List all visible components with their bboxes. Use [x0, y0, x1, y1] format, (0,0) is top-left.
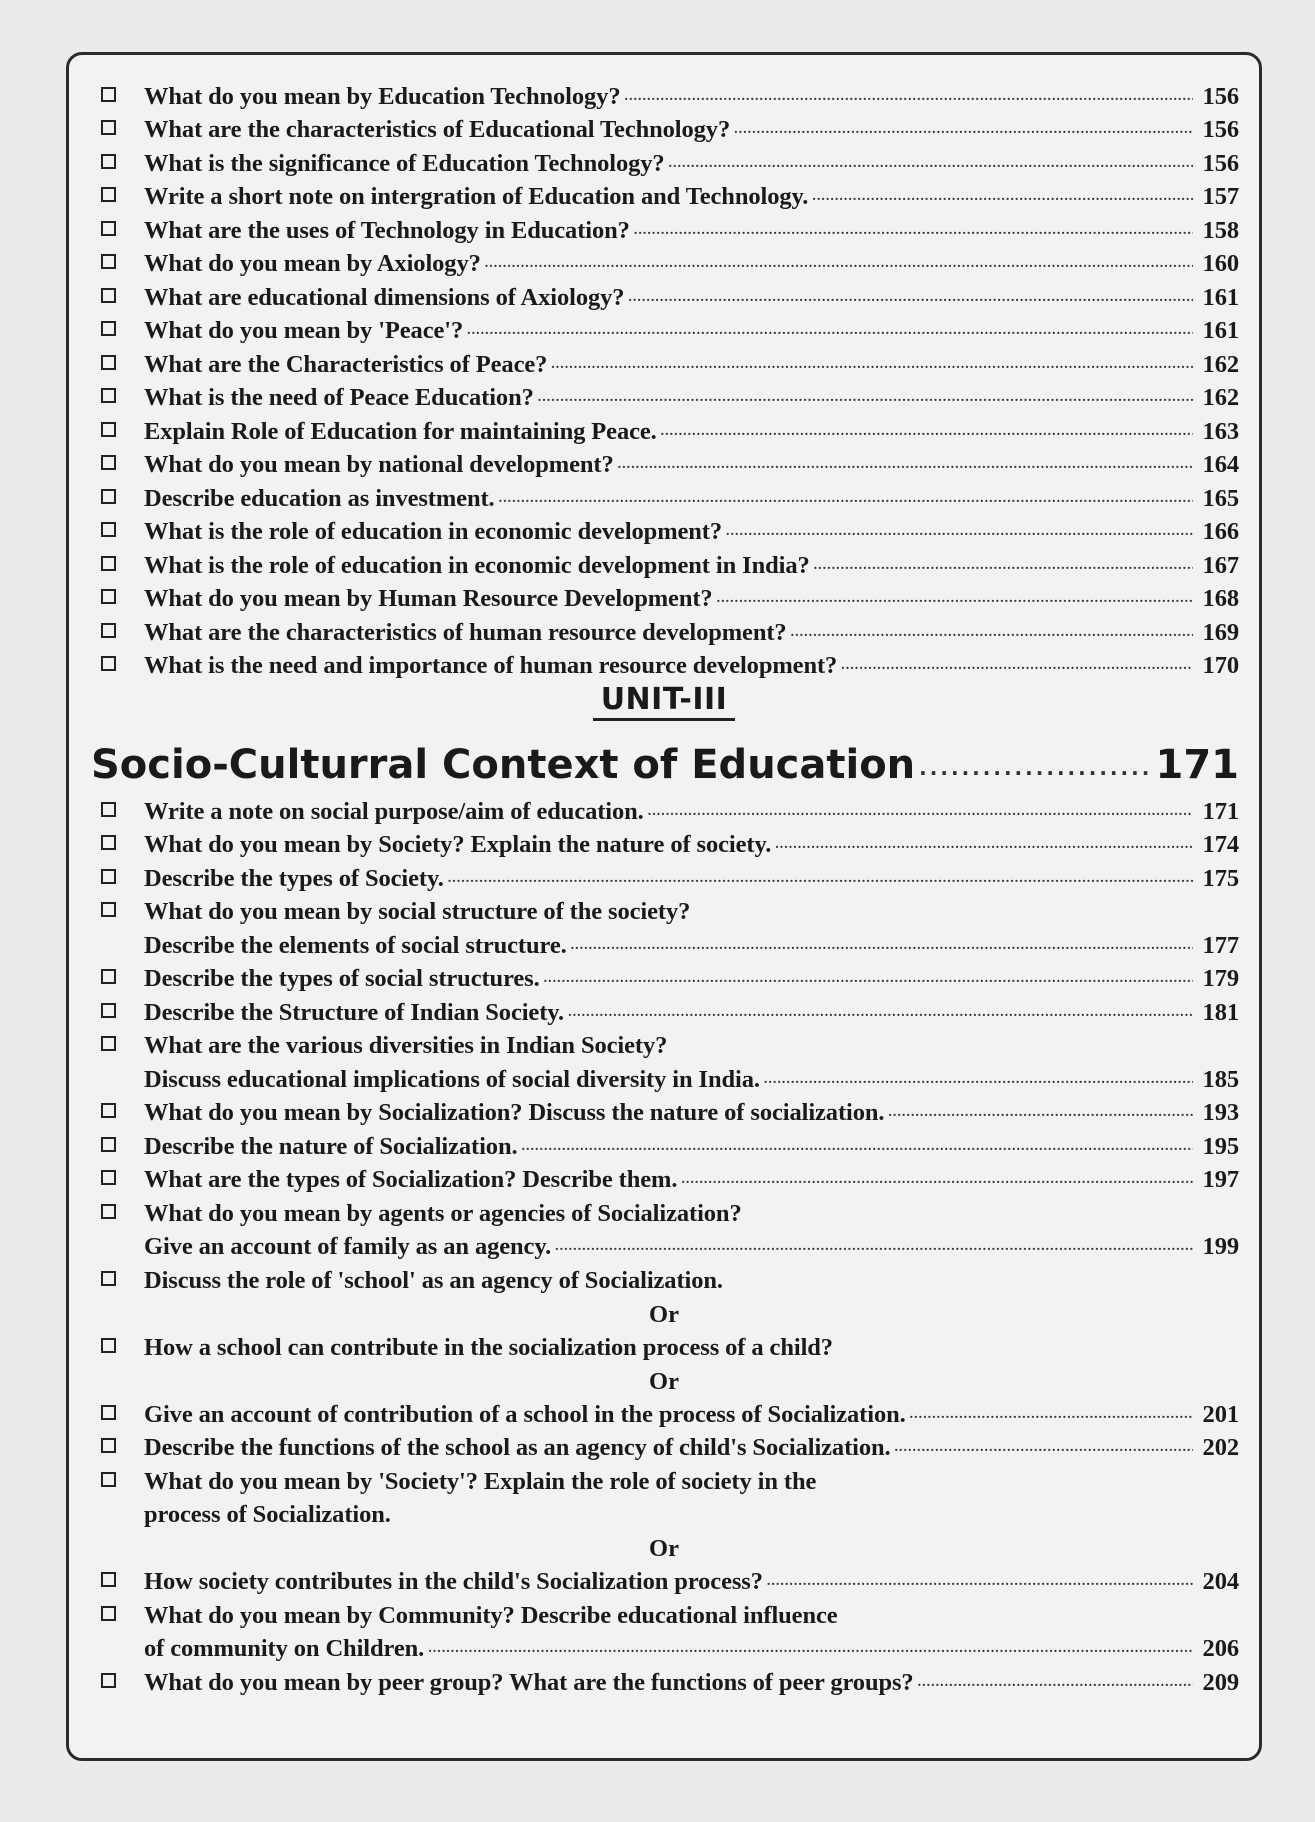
contents-row: [89, 1261, 1239, 1295]
bullet-spacer: [101, 1237, 116, 1252]
checkbox-bullet-icon: [101, 623, 116, 638]
contents-row: [89, 1429, 1239, 1463]
page-number: 174: [1202, 831, 1239, 858]
page-number: 156: [1202, 82, 1239, 110]
leader-dots: [634, 223, 1193, 239]
contents-row: [89, 859, 1239, 893]
contents-row: [89, 1462, 1239, 1496]
checkbox-bullet-icon: [101, 221, 116, 236]
contents-entry: [89, 1261, 1239, 1295]
bullet-spacer: [101, 1639, 116, 1654]
entry-text: What do you mean by social structure of the society?: [144, 898, 691, 925]
contents-row: [89, 580, 1239, 614]
checkbox-bullet-icon: [101, 321, 116, 336]
leader-dots: [812, 189, 1193, 205]
leader-dots: [628, 290, 1193, 306]
entry-text: How society contributes in the child's Socialization process?: [144, 1568, 763, 1595]
leader-dots: [669, 156, 1193, 172]
entry-text: Describe the functions of the school as an agency of child's Socialization.: [144, 1434, 891, 1461]
contents-row: [89, 144, 1239, 178]
leader-dots: [726, 524, 1193, 540]
entry-text: What do you mean by Community? Describe educational influence: [144, 1601, 838, 1629]
contents-row: [89, 446, 1239, 480]
contents-row: [89, 613, 1239, 647]
contents-row: [89, 1663, 1239, 1697]
leader-dots: [814, 558, 1193, 574]
entry-text: of community on Children.: [144, 1635, 425, 1662]
checkbox-bullet-icon: [101, 556, 116, 571]
contents-entry: [89, 893, 1239, 960]
contents-row: [89, 345, 1239, 379]
leader-dots: [499, 491, 1193, 507]
leader-dots: [551, 357, 1193, 373]
checkbox-bullet-icon: [101, 835, 116, 850]
contents-row: [89, 111, 1239, 145]
leader-dots: [618, 457, 1193, 473]
leader-dots: [791, 625, 1193, 641]
entry-text: What are the uses of Technology in Education?: [144, 216, 630, 244]
contents-row: [89, 893, 1239, 927]
contents-entry: [89, 1429, 1239, 1463]
checkbox-bullet-icon: [101, 1606, 116, 1621]
page-number: 156: [1202, 149, 1239, 177]
page-number: 201: [1202, 1400, 1239, 1428]
entry-text: Describe the Structure of Indian Society.: [144, 998, 565, 1026]
leader-dots: [734, 122, 1193, 138]
contents-row: [89, 1228, 1239, 1262]
page-number: 165: [1202, 484, 1239, 512]
entry-text: What is the need of Peace Education?: [144, 384, 534, 411]
page-number: 197: [1202, 1166, 1239, 1193]
contents-entry: [89, 446, 1239, 480]
page-number: 166: [1202, 518, 1239, 545]
contents-row: [89, 1161, 1239, 1195]
checkbox-bullet-icon: [101, 455, 116, 470]
entry-text: What is the need and importance of human resource development?: [144, 652, 838, 679]
unit-label: UNIT-III: [593, 682, 736, 721]
leader-dots: [919, 756, 1153, 780]
contents-entry: [89, 1462, 1239, 1529]
entry-text: Describe the elements of social structure.: [144, 931, 567, 959]
page-number: 156: [1202, 116, 1239, 143]
entry-text: What do you mean by Education Technology?: [144, 82, 621, 110]
bullet-spacer: [101, 1070, 116, 1085]
contents-entry: [89, 345, 1239, 379]
contents-entry: [89, 77, 1239, 111]
entry-text: Explain Role of Education for maintaining Peace.: [144, 417, 657, 445]
checkbox-bullet-icon: [101, 589, 116, 604]
leader-dots: [648, 804, 1193, 820]
contents-row: [89, 1094, 1239, 1128]
page-number: 169: [1202, 618, 1239, 646]
contents-entry: [89, 312, 1239, 346]
contents-row: [89, 960, 1239, 994]
contents-list-part-2: [89, 792, 1239, 1697]
page-number: 168: [1202, 585, 1239, 612]
page-number: 164: [1202, 451, 1239, 478]
leader-dots: [717, 591, 1193, 607]
entry-text: What is the role of education in economic development?: [144, 518, 723, 545]
or-separator: Or: [649, 1535, 679, 1562]
bullet-spacer: [101, 1505, 116, 1520]
contents-entry: [89, 1127, 1239, 1161]
contents-row: [89, 993, 1239, 1027]
contents-row: [89, 546, 1239, 580]
contents-row: [89, 1596, 1239, 1630]
page-number: 163: [1202, 417, 1239, 445]
contents-entry: [89, 144, 1239, 178]
checkbox-bullet-icon: [101, 802, 116, 817]
checkbox-bullet-icon: [101, 1673, 116, 1688]
page-number: 202: [1202, 1434, 1239, 1461]
bullet-spacer: [101, 936, 116, 951]
contents-row: [89, 178, 1239, 212]
leader-dots: [681, 1172, 1193, 1188]
contents-row: [89, 926, 1239, 960]
checkbox-bullet-icon: [101, 187, 116, 202]
page-number: 160: [1202, 250, 1239, 277]
entry-text: What are the types of Socialization? Describe them.: [144, 1166, 678, 1193]
contents-row: [89, 1060, 1239, 1094]
contents-row: [89, 792, 1239, 826]
checkbox-bullet-icon: [101, 254, 116, 269]
leader-dots: [555, 1239, 1193, 1255]
checkbox-bullet-icon: [101, 1438, 116, 1453]
page-number: 177: [1202, 931, 1239, 959]
checkbox-bullet-icon: [101, 1405, 116, 1420]
entry-text: process of Socialization.: [144, 1501, 391, 1528]
entry-text: Write a short note on intergration of Education and Technology.: [144, 183, 809, 210]
checkbox-bullet-icon: [101, 1137, 116, 1152]
contents-row: [89, 826, 1239, 860]
leader-dots: [661, 424, 1193, 440]
checkbox-bullet-icon: [101, 422, 116, 437]
leader-dots: [841, 658, 1193, 674]
entry-text: What do you mean by agents or agencies of Socialization?: [144, 1199, 742, 1227]
leader-dots: [522, 1139, 1193, 1155]
contents-row: [89, 412, 1239, 446]
entry-text: Give an account of family as an agency.: [144, 1233, 552, 1260]
checkbox-bullet-icon: [101, 1103, 116, 1118]
page-number: 167: [1202, 551, 1239, 579]
contents-entry: [89, 245, 1239, 279]
entry-text: What are the characteristics of Educational Technology?: [144, 116, 731, 143]
contents-entry: [89, 580, 1239, 614]
leader-dots: [888, 1105, 1193, 1121]
checkbox-bullet-icon: [101, 969, 116, 984]
contents-entry: [89, 792, 1239, 826]
entry-text: What do you mean by peer group? What are the functions of peer groups?: [144, 1668, 914, 1696]
contents-row: [89, 1127, 1239, 1161]
contents-entry: [89, 379, 1239, 413]
contents-row: [89, 1563, 1239, 1597]
page-number: 162: [1202, 384, 1239, 411]
checkbox-bullet-icon: [101, 489, 116, 504]
checkbox-bullet-icon: [101, 388, 116, 403]
contents-entry: [89, 1161, 1239, 1195]
entry-text: What are educational dimensions of Axiology?: [144, 283, 625, 311]
contents-row: [89, 1395, 1239, 1429]
entry-text: Discuss the role of 'school' as an agency of Socialization.: [144, 1266, 723, 1294]
section-title-row: [89, 730, 1239, 788]
page-number: 193: [1202, 1099, 1239, 1126]
contents-entry: [89, 647, 1239, 681]
entry-text: What do you mean by national development?: [144, 451, 614, 478]
or-separator: Or: [649, 1367, 679, 1395]
page-number: 161: [1202, 283, 1239, 311]
entry-text: What are the characteristics of human resource development?: [144, 618, 787, 646]
contents-list-part-1: [89, 77, 1239, 680]
entry-text: What do you mean by Socialization? Discuss the nature of socialization.: [144, 1099, 885, 1126]
contents-frame: [66, 52, 1262, 1761]
contents-entry: [89, 178, 1239, 212]
contents-entry: [89, 111, 1239, 145]
checkbox-bullet-icon: [101, 656, 116, 671]
page-number: 171: [1202, 797, 1239, 825]
contents-row: [89, 211, 1239, 245]
leader-dots: [568, 1005, 1193, 1021]
checkbox-bullet-icon: [101, 1572, 116, 1587]
leader-dots: [910, 1407, 1193, 1423]
checkbox-bullet-icon: [101, 869, 116, 884]
contents-row: [89, 1194, 1239, 1228]
section-page-number: 171: [1155, 742, 1239, 788]
contents-row: [89, 278, 1239, 312]
page-number: 170: [1202, 652, 1239, 679]
contents-entry: [89, 826, 1239, 860]
leader-dots: [571, 938, 1193, 954]
checkbox-bullet-icon: [101, 1338, 116, 1353]
page-number: 209: [1202, 1668, 1239, 1696]
checkbox-bullet-icon: [101, 902, 116, 917]
checkbox-bullet-icon: [101, 355, 116, 370]
entry-text: How a school can contribute in the socialization process of a child?: [144, 1333, 833, 1361]
unit-heading: [89, 682, 1239, 730]
entry-text: What do you mean by Society? Explain the nature of society.: [144, 831, 772, 858]
contents-entry: [89, 513, 1239, 547]
contents-row: [89, 379, 1239, 413]
contents-row: [89, 245, 1239, 279]
contents-entry: [89, 1027, 1239, 1094]
leader-dots: [448, 871, 1193, 887]
page-number: 204: [1202, 1568, 1239, 1595]
leader-dots: [767, 1574, 1193, 1590]
section-title: Socio-Culturral Context of Education: [91, 742, 916, 788]
contents-entry: [89, 1094, 1239, 1128]
entry-text: What are the various diversities in Indian Society?: [144, 1032, 668, 1059]
contents-entry: [89, 412, 1239, 446]
contents-entry: [89, 278, 1239, 312]
leader-dots: [895, 1440, 1193, 1456]
contents-row: [89, 1027, 1239, 1061]
entry-text: What is the role of education in economic development in India?: [144, 551, 810, 579]
leader-dots: [625, 89, 1194, 105]
contents-entry: [89, 1328, 1239, 1362]
entry-text: Describe the types of social structures.: [144, 965, 540, 992]
leader-dots: [485, 256, 1193, 272]
contents-entry: [89, 546, 1239, 580]
page-number: 185: [1202, 1065, 1239, 1093]
contents-entry: [89, 960, 1239, 994]
contents-row: [89, 1630, 1239, 1664]
checkbox-bullet-icon: [101, 522, 116, 537]
entry-text: What do you mean by Axiology?: [144, 250, 481, 277]
entry-text: What do you mean by 'Society'? Explain the role of society in the: [144, 1467, 817, 1495]
entry-text: Describe the types of Society.: [144, 864, 444, 892]
leader-dots: [428, 1641, 1193, 1657]
checkbox-bullet-icon: [101, 1003, 116, 1018]
checkbox-bullet-icon: [101, 1472, 116, 1487]
contents-entry: [89, 479, 1239, 513]
entry-text: What are the Characteristics of Peace?: [144, 350, 548, 378]
leader-dots: [764, 1072, 1193, 1088]
leader-dots: [918, 1675, 1193, 1691]
page-number: 179: [1202, 965, 1239, 992]
contents-row: [89, 513, 1239, 547]
entry-text: Describe the nature of Socialization.: [144, 1132, 518, 1160]
page-number: 181: [1202, 998, 1239, 1026]
contents-row: [89, 77, 1239, 111]
page-number: 206: [1202, 1635, 1239, 1662]
leader-dots: [467, 323, 1193, 339]
checkbox-bullet-icon: [101, 87, 116, 102]
entry-text: Describe education as investment.: [144, 484, 495, 512]
contents-entry: [89, 613, 1239, 647]
entry-text: Discuss educational implications of social diversity in India.: [144, 1065, 760, 1093]
entry-text: Write a note on social purpose/aim of education.: [144, 797, 644, 825]
entry-text: What do you mean by Human Resource Development?: [144, 585, 713, 612]
page-number: 175: [1202, 864, 1239, 892]
entry-text: Give an account of contribution of a school in the process of Socialization.: [144, 1400, 906, 1428]
contents-row: [89, 1328, 1239, 1362]
entry-text: What is the significance of Education Technology?: [144, 149, 665, 177]
page-number: 162: [1202, 350, 1239, 378]
checkbox-bullet-icon: [101, 288, 116, 303]
checkbox-bullet-icon: [101, 1271, 116, 1286]
contents-entry: [89, 1663, 1239, 1697]
contents-entry: [89, 993, 1239, 1027]
checkbox-bullet-icon: [101, 1204, 116, 1219]
contents-row: [89, 312, 1239, 346]
contents-row: [89, 647, 1239, 681]
contents-entry: [89, 1563, 1239, 1597]
contents-row: [89, 479, 1239, 513]
page-number: 161: [1202, 317, 1239, 344]
contents-row: [89, 1496, 1239, 1530]
contents-entry: [89, 1194, 1239, 1261]
contents-entry: [89, 211, 1239, 245]
page-number: 195: [1202, 1132, 1239, 1160]
leader-dots: [775, 837, 1193, 853]
checkbox-bullet-icon: [101, 154, 116, 169]
contents-entry: [89, 1596, 1239, 1663]
leader-dots: [544, 971, 1193, 987]
page-number: 157: [1202, 183, 1239, 210]
contents-entry: [89, 859, 1239, 893]
page-number: 199: [1202, 1233, 1239, 1260]
entry-text: What do you mean by 'Peace'?: [144, 317, 464, 344]
page-number: 158: [1202, 216, 1239, 244]
checkbox-bullet-icon: [101, 1170, 116, 1185]
leader-dots: [538, 390, 1193, 406]
checkbox-bullet-icon: [101, 1036, 116, 1051]
or-separator: Or: [649, 1300, 679, 1328]
contents-entry: [89, 1395, 1239, 1429]
checkbox-bullet-icon: [101, 120, 116, 135]
